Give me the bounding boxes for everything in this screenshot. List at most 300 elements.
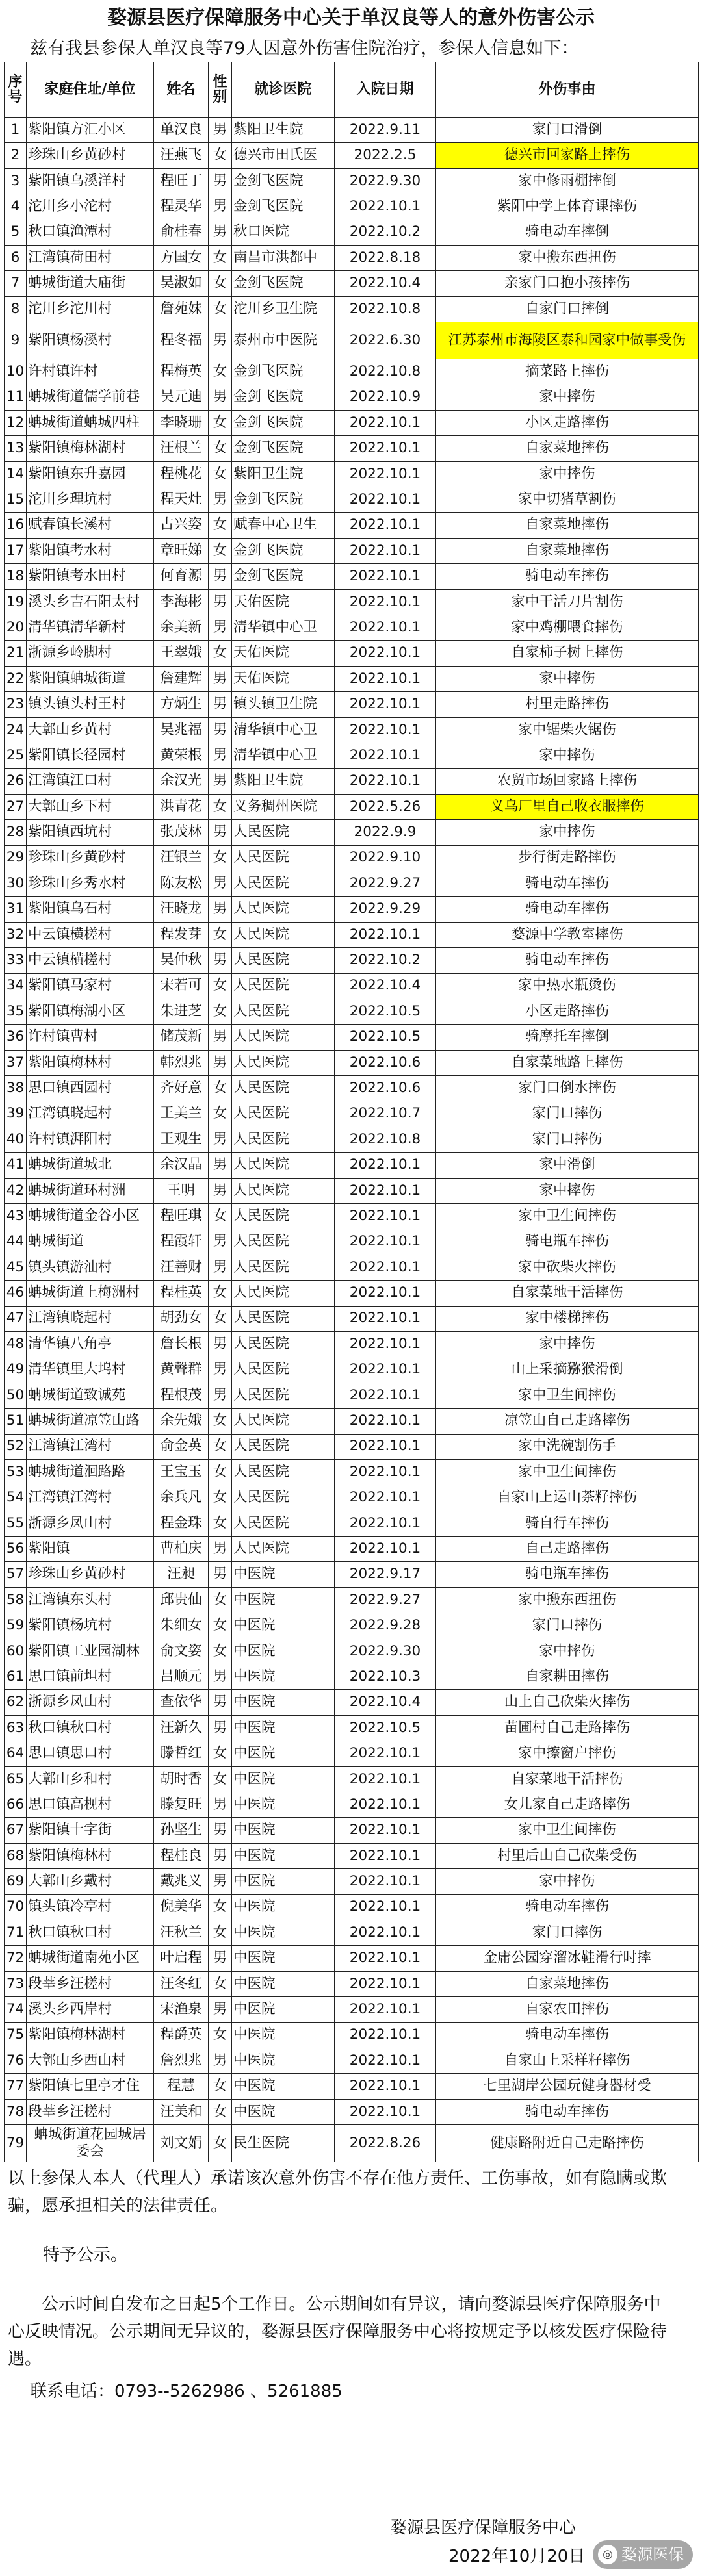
header-cause: 外伤事由 (436, 62, 699, 118)
table-row (5, 794, 699, 819)
cell-gender: 男 (209, 692, 232, 717)
cell-hospital: 人民医院 (232, 1485, 335, 1511)
cell-index: 12 (5, 410, 27, 435)
cell-admit-date: 2022.10.2 (335, 220, 436, 245)
cell-index: 79 (5, 2125, 27, 2162)
cell-admit-date: 2022.10.5 (335, 999, 436, 1024)
cell-index: 75 (5, 2022, 27, 2048)
cell-name: 王明 (154, 1178, 209, 1203)
header-gender: 性别 (209, 62, 232, 118)
cell-index: 1 (5, 118, 27, 143)
cell-hospital: 沱川乡卫生院 (232, 296, 335, 322)
cell-address: 许村镇曹村 (27, 1025, 154, 1050)
cell-hospital: 人民医院 (232, 1434, 335, 1459)
cell-name: 余汉光 (154, 769, 209, 794)
cell-name: 方炳生 (154, 692, 209, 717)
cell-index: 69 (5, 1869, 27, 1894)
table-row (5, 1204, 699, 1229)
cell-index: 44 (5, 1229, 27, 1255)
table-row (5, 820, 699, 845)
cell-admit-date: 2022.10.1 (335, 589, 436, 615)
cell-address: 紫阳镇方汇小区 (27, 118, 154, 143)
cell-hospital: 中医院 (232, 1843, 335, 1868)
cell-address: 赋春镇长溪村 (27, 513, 154, 538)
cell-hospital: 人民医院 (232, 871, 335, 896)
cell-admit-date: 2022.5.26 (335, 794, 436, 819)
cell-gender: 男 (209, 743, 232, 768)
cell-hospital: 人民医院 (232, 1281, 335, 1306)
cell-address: 大鄣山乡下村 (27, 794, 154, 819)
cell-address: 蚺城街道蚺城四柱 (27, 410, 154, 435)
cell-name: 叶启程 (154, 1946, 209, 1971)
cell-index: 23 (5, 692, 27, 717)
cell-index: 30 (5, 871, 27, 896)
table-row (5, 2048, 699, 2073)
cell-cause: 骑电动车摔伤 (436, 564, 699, 589)
period-line-1: 公示时间自发布之日起5个工作日。公示期间如有异议，请向婺源县医疗保障服务中 (8, 2295, 661, 2315)
cell-admit-date: 2022.9.10 (335, 845, 436, 871)
cell-name: 黄聲群 (154, 1357, 209, 1383)
commitment-note (4, 2165, 698, 2219)
cell-admit-date: 2022.9.9 (335, 820, 436, 845)
cell-index: 66 (5, 1792, 27, 1818)
cell-index: 67 (5, 1818, 27, 1843)
cell-hospital: 人民医院 (232, 999, 335, 1024)
table-row (5, 1766, 699, 1792)
table-row (5, 1613, 699, 1639)
cell-name: 程爵英 (154, 2022, 209, 2048)
cell-cause: 家中摔伤 (436, 1178, 699, 1203)
cell-admit-date: 2022.10.1 (335, 1818, 436, 1843)
cell-address: 紫阳镇乌石村 (27, 897, 154, 922)
cell-hospital: 中医院 (232, 2099, 335, 2124)
cell-address: 沱川乡理坑村 (27, 487, 154, 513)
cell-address: 蚺城街道南苑小区 (27, 1946, 154, 1971)
cell-cause: 自家农田摔伤 (436, 1997, 699, 2022)
cell-address: 紫阳镇考水村 (27, 538, 154, 563)
cell-name: 程旺琪 (154, 1204, 209, 1229)
cell-gender: 男 (209, 1843, 232, 1868)
cell-address: 大鄣山乡和村 (27, 1766, 154, 1792)
cell-hospital: 民生医院 (232, 2125, 335, 2162)
cell-cause: 家中搬东西扭伤 (436, 245, 699, 270)
cell-cause: 家中摔伤 (436, 743, 699, 768)
cell-admit-date: 2022.10.1 (335, 743, 436, 768)
cell-address: 段莘乡汪槎村 (27, 2099, 154, 2124)
cell-admit-date: 2022.10.4 (335, 1690, 436, 1715)
table-row (5, 999, 699, 1024)
cell-admit-date: 2022.10.1 (335, 564, 436, 589)
notice-intro: 兹有我县参保人单汉良等79人因意外伤害住院治疗，参保人信息如下： (30, 38, 579, 58)
cell-hospital: 中医院 (232, 1741, 335, 1766)
cell-address: 蚺城街道洄路路 (27, 1459, 154, 1485)
table-row (5, 220, 699, 245)
cell-admit-date: 2022.10.8 (335, 359, 436, 385)
cell-name: 单汉良 (154, 118, 209, 143)
cell-gender: 男 (209, 1537, 232, 1562)
table-row (5, 1690, 699, 1715)
cell-admit-date: 2022.10.1 (335, 922, 436, 947)
cell-name: 曹柏庆 (154, 1537, 209, 1562)
cell-cause: 自家门口摔倒 (436, 296, 699, 322)
cell-index: 72 (5, 1946, 27, 1971)
cell-index: 33 (5, 948, 27, 973)
cell-name: 汪善财 (154, 1255, 209, 1280)
table-row (5, 1715, 699, 1741)
table-row (5, 1997, 699, 2022)
cell-admit-date: 2022.10.1 (335, 1537, 436, 1562)
cell-address: 珍珠山乡黄砂村 (27, 845, 154, 871)
header-name: 姓名 (154, 62, 209, 118)
cell-gender: 男 (209, 194, 232, 220)
table-row (5, 897, 699, 922)
cell-address: 镇头镇头村王村 (27, 692, 154, 717)
cell-gender: 男 (209, 1562, 232, 1587)
cell-cause: 家中切猪草割伤 (436, 487, 699, 513)
cell-index: 8 (5, 296, 27, 322)
table-row (5, 1434, 699, 1459)
cell-hospital: 中医院 (232, 1920, 335, 1945)
cell-cause: 家门口摔伤 (436, 1920, 699, 1945)
table-row (5, 2074, 699, 2099)
cell-name: 邱贵仙 (154, 1587, 209, 1613)
table-row (5, 1306, 699, 1331)
cell-cause: 家中砍柴火摔伤 (436, 1255, 699, 1280)
cell-admit-date: 2022.10.1 (335, 615, 436, 641)
cell-name: 汪燕飞 (154, 143, 209, 168)
cell-cause: 家门口摔伤 (436, 1127, 699, 1152)
cell-admit-date: 2022.10.1 (335, 1971, 436, 1996)
cell-cause: 家中摔伤 (436, 385, 699, 410)
cell-admit-date: 2022.10.1 (335, 1153, 436, 1178)
cell-name: 孙坚生 (154, 1818, 209, 1843)
cell-gender: 男 (209, 1357, 232, 1383)
cell-gender: 男 (209, 1715, 232, 1741)
cell-admit-date: 2022.10.1 (335, 1331, 436, 1357)
cell-cause: 家中楼梯摔伤 (436, 1306, 699, 1331)
cell-cause: 村里后山自己砍柴受伤 (436, 1843, 699, 1868)
cell-cause: 家中摔伤 (436, 666, 699, 691)
cell-hospital: 天佑医院 (232, 666, 335, 691)
cell-hospital: 中医院 (232, 2074, 335, 2099)
cell-index: 34 (5, 973, 27, 999)
header-hospital: 就诊医院 (232, 62, 335, 118)
cell-address: 中云镇横槎村 (27, 948, 154, 973)
table-row (5, 1050, 699, 1075)
cell-gender: 男 (209, 1997, 232, 2022)
cell-gender: 女 (209, 1204, 232, 1229)
cell-address: 紫阳镇蚺城街道 (27, 666, 154, 691)
cell-hospital: 秋口医院 (232, 220, 335, 245)
cell-hospital: 中医院 (232, 1971, 335, 1996)
cell-admit-date: 2022.10.6 (335, 1076, 436, 1101)
cell-hospital: 人民医院 (232, 1459, 335, 1485)
cell-hospital: 紫阳卫生院 (232, 118, 335, 143)
table-row (5, 1229, 699, 1255)
cell-hospital: 人民医院 (232, 1331, 335, 1357)
period-text (4, 2291, 698, 2373)
cell-gender: 女 (209, 1587, 232, 1613)
table-row (5, 271, 699, 296)
cell-address: 珍珠山乡黄砂村 (27, 1562, 154, 1587)
cell-address: 蚺城街道城北 (27, 1153, 154, 1178)
cell-index: 19 (5, 589, 27, 615)
cell-name: 戴兆义 (154, 1869, 209, 1894)
cell-name: 章旺娣 (154, 538, 209, 563)
cell-gender: 男 (209, 1818, 232, 1843)
cell-cause: 婺源中学教室摔伤 (436, 922, 699, 947)
table-row (5, 948, 699, 973)
table-row (5, 2125, 699, 2162)
cell-address: 江湾镇晓起村 (27, 1101, 154, 1127)
cell-cause: 小区走路摔伤 (436, 999, 699, 1024)
cell-hospital: 紫阳卫生院 (232, 461, 335, 487)
cell-name: 程发芽 (154, 922, 209, 947)
cell-name: 汪晓龙 (154, 897, 209, 922)
cell-index: 40 (5, 1127, 27, 1152)
table-row (5, 1409, 699, 1434)
cell-address: 紫阳镇西坑村 (27, 820, 154, 845)
cell-admit-date: 2022.10.1 (335, 1920, 436, 1945)
cell-admit-date: 2022.10.9 (335, 385, 436, 410)
cell-index: 57 (5, 1562, 27, 1587)
cell-index: 54 (5, 1485, 27, 1511)
cell-index: 2 (5, 143, 27, 168)
cell-cause: 山上自己砍柴火摔伤 (436, 1690, 699, 1715)
cell-index: 71 (5, 1920, 27, 1945)
cell-admit-date: 2022.10.1 (335, 461, 436, 487)
cell-name: 吴兆福 (154, 717, 209, 743)
cell-admit-date: 2022.10.1 (335, 1459, 436, 1485)
cell-index: 3 (5, 168, 27, 194)
cell-admit-date: 2022.9.27 (335, 1587, 436, 1613)
table-row (5, 666, 699, 691)
cell-hospital: 人民医院 (232, 1127, 335, 1152)
cell-admit-date: 2022.9.28 (335, 1613, 436, 1639)
cell-gender: 女 (209, 1101, 232, 1127)
cell-name: 詹建辉 (154, 666, 209, 691)
commitment-line-2: 骗，愿承担相关的法律责任。 (8, 2196, 228, 2216)
cell-name: 吴仲秋 (154, 948, 209, 973)
cell-hospital: 人民医院 (232, 1306, 335, 1331)
cell-name: 汪冬红 (154, 1971, 209, 1996)
cell-name: 余兵凡 (154, 1485, 209, 1511)
cell-admit-date: 2022.10.8 (335, 1127, 436, 1152)
cell-cause: 家中摔伤 (436, 1869, 699, 1894)
cell-admit-date: 2022.10.1 (335, 1383, 436, 1408)
cell-hospital: 镇头镇卫生院 (232, 692, 335, 717)
cell-index: 47 (5, 1306, 27, 1331)
cell-hospital: 金剑飞医院 (232, 487, 335, 513)
cell-index: 39 (5, 1101, 27, 1127)
cell-gender: 女 (209, 794, 232, 819)
table-row (5, 461, 699, 487)
cell-index: 15 (5, 487, 27, 513)
cell-address: 许村镇许村 (27, 359, 154, 385)
cell-gender: 男 (209, 897, 232, 922)
cell-address: 秋口镇渔潭村 (27, 220, 154, 245)
cell-gender: 女 (209, 1920, 232, 1945)
cell-cause: 家中锯柴火锯伤 (436, 717, 699, 743)
cell-address: 秋口镇秋口村 (27, 1920, 154, 1945)
cell-gender: 男 (209, 666, 232, 691)
cell-admit-date: 2022.10.2 (335, 948, 436, 973)
cell-index: 42 (5, 1178, 27, 1203)
cell-admit-date: 2022.9.30 (335, 168, 436, 194)
cell-address: 紫阳镇十字街 (27, 1818, 154, 1843)
cell-admit-date: 2022.10.1 (335, 1229, 436, 1255)
cell-index: 28 (5, 820, 27, 845)
cell-index: 22 (5, 666, 27, 691)
table-row (5, 615, 699, 641)
cell-cause: 骑电动车摔伤 (436, 871, 699, 896)
cell-name: 王宝玉 (154, 1459, 209, 1485)
cell-name: 宋若可 (154, 973, 209, 999)
cell-cause: 自家菜地路上摔伤 (436, 1050, 699, 1075)
cell-hospital: 中医院 (232, 1690, 335, 1715)
cell-gender: 男 (209, 1255, 232, 1280)
cell-gender: 男 (209, 769, 232, 794)
cell-cause: 家中擦窗户摔伤 (436, 1741, 699, 1766)
cell-cause: 家中搬东西扭伤 (436, 1587, 699, 1613)
wechat-account-icon: ◎ (598, 2545, 618, 2564)
table-row (5, 245, 699, 270)
cell-address: 紫阳镇乌溪洋村 (27, 168, 154, 194)
cell-index: 78 (5, 2099, 27, 2124)
cell-hospital: 人民医院 (232, 1076, 335, 1101)
table-row (5, 1818, 699, 1843)
cell-admit-date: 2022.10.4 (335, 271, 436, 296)
cell-admit-date: 2022.10.5 (335, 1025, 436, 1050)
cell-name: 张茂林 (154, 820, 209, 845)
cell-name: 王观生 (154, 1127, 209, 1152)
cell-cause: 自家山上运山茶籽摔伤 (436, 1485, 699, 1511)
cell-name: 余汉晶 (154, 1153, 209, 1178)
table-row (5, 1537, 699, 1562)
table-row (5, 1946, 699, 1971)
cell-gender: 男 (209, 1127, 232, 1152)
cell-gender: 女 (209, 1971, 232, 1996)
cell-gender: 男 (209, 2048, 232, 2073)
cell-name: 程根茂 (154, 1383, 209, 1408)
cell-gender: 男 (209, 1690, 232, 1715)
cell-hospital: 人民医院 (232, 1537, 335, 1562)
header-address: 家庭住址/单位 (27, 62, 154, 118)
cell-gender: 男 (209, 220, 232, 245)
cell-cause: 家中摔伤 (436, 1331, 699, 1357)
cell-gender: 男 (209, 1025, 232, 1050)
cell-index: 49 (5, 1357, 27, 1383)
cell-cause: 女儿家自己走路摔伤 (436, 1792, 699, 1818)
cell-cause: 骑电动车摔伤 (436, 948, 699, 973)
cell-cause: 七里湖岸公园玩健身器材受 (436, 2074, 699, 2099)
cell-gender: 男 (209, 1331, 232, 1357)
cell-index: 20 (5, 615, 27, 641)
cell-gender: 男 (209, 1869, 232, 1894)
cell-name: 汪昶 (154, 1562, 209, 1587)
cell-hospital: 人民医院 (232, 1511, 335, 1536)
table-row (5, 143, 699, 168)
table-row (5, 1255, 699, 1280)
cell-address: 浙源乡岭脚村 (27, 641, 154, 666)
cell-cause: 步行街走路摔伤 (436, 845, 699, 871)
cell-cause: 自家菜地摔伤 (436, 1971, 699, 1996)
cell-admit-date: 2022.10.1 (335, 1204, 436, 1229)
cell-index: 58 (5, 1587, 27, 1613)
cell-hospital: 中医院 (232, 1639, 335, 1664)
cell-index: 17 (5, 538, 27, 563)
cell-hospital: 紫阳卫生院 (232, 769, 335, 794)
cell-admit-date: 2022.10.1 (335, 1843, 436, 1868)
cell-cause: 亲家门口抱小孩摔伤 (436, 271, 699, 296)
watermark-badge (593, 2540, 693, 2569)
table-header-row (5, 62, 699, 118)
cell-gender: 女 (209, 1434, 232, 1459)
cell-address: 清华镇清华新村 (27, 615, 154, 641)
cell-address: 蚺城街道凉笠山路 (27, 1409, 154, 1434)
table-row (5, 922, 699, 947)
cell-admit-date: 2022.10.1 (335, 436, 436, 461)
cell-hospital: 金剑飞医院 (232, 271, 335, 296)
cell-gender: 女 (209, 2022, 232, 2048)
table-row (5, 1127, 699, 1152)
cell-name: 俞文姿 (154, 1639, 209, 1664)
cell-hospital: 人民医院 (232, 1383, 335, 1408)
table-row (5, 1920, 699, 1945)
cell-hospital: 中医院 (232, 1587, 335, 1613)
cell-name: 韩烈兆 (154, 1050, 209, 1075)
table-row (5, 538, 699, 563)
cell-gender: 女 (209, 845, 232, 871)
cell-hospital: 中医院 (232, 1946, 335, 1971)
issue-date: 2022年10月20日 (448, 2547, 586, 2566)
cell-address: 江湾镇荷田村 (27, 245, 154, 270)
cell-name: 程冬福 (154, 322, 209, 359)
cell-index: 60 (5, 1639, 27, 1664)
cell-index: 59 (5, 1613, 27, 1639)
cell-name: 陈友松 (154, 871, 209, 896)
cell-cause: 家中洗碗割伤手 (436, 1434, 699, 1459)
cell-index: 43 (5, 1204, 27, 1229)
cell-gender: 女 (209, 1459, 232, 1485)
cell-admit-date: 2022.10.1 (335, 1741, 436, 1766)
cell-admit-date: 2022.10.1 (335, 1869, 436, 1894)
cell-gender: 男 (209, 322, 232, 359)
cell-cause: 家中干活刀片割伤 (436, 589, 699, 615)
cell-cause: 德兴市回家路上摔伤 (436, 143, 699, 168)
cell-admit-date: 2022.10.1 (335, 692, 436, 717)
cell-cause: 村里走路摔伤 (436, 692, 699, 717)
cell-hospital: 中医院 (232, 1766, 335, 1792)
cell-address: 蚺城街道大庙街 (27, 271, 154, 296)
cell-admit-date: 2022.10.1 (335, 538, 436, 563)
cell-name: 查依华 (154, 1690, 209, 1715)
cell-name: 吴元迪 (154, 385, 209, 410)
cell-address: 蚺城街道金谷小区 (27, 1204, 154, 1229)
cell-admit-date: 2022.10.1 (335, 1792, 436, 1818)
cell-index: 9 (5, 322, 27, 359)
cell-index: 27 (5, 794, 27, 819)
cell-name: 胡劲女 (154, 1306, 209, 1331)
cell-admit-date: 2022.10.1 (335, 1281, 436, 1306)
cell-hospital: 金剑飞医院 (232, 168, 335, 194)
cell-index: 32 (5, 922, 27, 947)
cell-name: 汪新久 (154, 1715, 209, 1741)
cell-hospital: 德兴市田氏医 (232, 143, 335, 168)
cell-address: 紫阳镇长径园村 (27, 743, 154, 768)
table-row (5, 564, 699, 589)
cell-address: 中云镇横槎村 (27, 922, 154, 947)
